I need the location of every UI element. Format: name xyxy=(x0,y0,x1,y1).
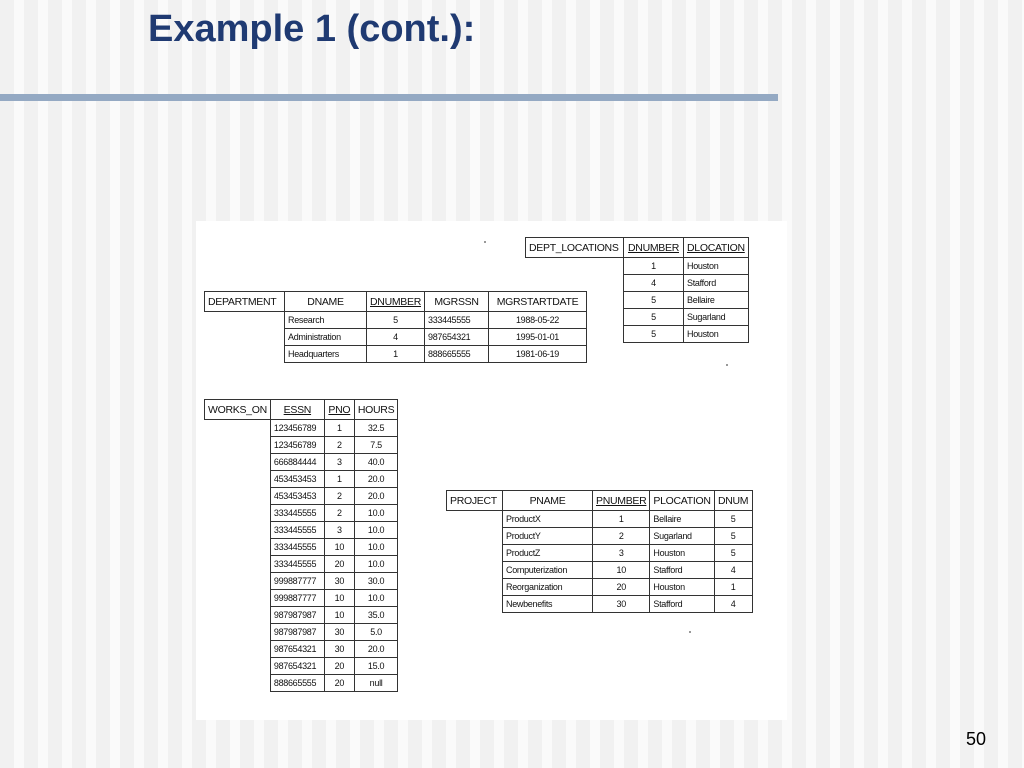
table-cell: 10 xyxy=(593,562,650,579)
table-cell: 987987987 xyxy=(270,624,324,641)
table-cell: 666884444 xyxy=(270,454,324,471)
table-cell: 32.5 xyxy=(354,420,397,437)
table-cell: Bellaire xyxy=(650,511,714,528)
row-spacer xyxy=(526,258,624,275)
table-cell: 333445555 xyxy=(270,539,324,556)
table-cell: 35.0 xyxy=(354,607,397,624)
table-cell: 5 xyxy=(624,326,684,343)
table-row xyxy=(447,528,753,545)
row-spacer xyxy=(205,437,271,454)
table-row xyxy=(526,275,749,292)
row-spacer xyxy=(447,562,503,579)
table-row xyxy=(205,556,398,573)
table-row xyxy=(526,258,749,275)
table-row xyxy=(205,420,398,437)
table-cell: 30 xyxy=(324,641,354,658)
row-spacer xyxy=(447,579,503,596)
table-cell: 123456789 xyxy=(270,437,324,454)
row-spacer xyxy=(205,624,271,641)
row-spacer xyxy=(205,471,271,488)
table-row xyxy=(447,562,753,579)
table-row xyxy=(205,607,398,624)
table-cell: 20 xyxy=(324,658,354,675)
row-spacer xyxy=(447,528,503,545)
table-cell: Houston xyxy=(650,545,714,562)
table-cell: 1 xyxy=(367,346,425,363)
table-cell: 30 xyxy=(324,624,354,641)
column-header: HOURS xyxy=(354,400,397,420)
table-cell: 333445555 xyxy=(270,505,324,522)
table-cell: Headquarters xyxy=(285,346,367,363)
row-spacer xyxy=(447,596,503,613)
table-cell: 20.0 xyxy=(354,641,397,658)
table-cell: 333445555 xyxy=(270,556,324,573)
column-header: ESSN xyxy=(270,400,324,420)
row-spacer xyxy=(205,346,285,363)
table-cell: 2 xyxy=(593,528,650,545)
table-cell: 1981-06-19 xyxy=(489,346,587,363)
column-header: DLOCATION xyxy=(684,238,749,258)
table-row xyxy=(447,596,753,613)
table-cell: 5 xyxy=(714,511,752,528)
table-cell: Stafford xyxy=(650,596,714,613)
table-cell: 333445555 xyxy=(270,522,324,539)
table-cell: 40.0 xyxy=(354,454,397,471)
table-cell: 5 xyxy=(367,312,425,329)
scan-speck xyxy=(726,364,728,366)
row-spacer xyxy=(205,488,271,505)
table-row xyxy=(205,505,398,522)
table-cell: 10 xyxy=(324,539,354,556)
department-table xyxy=(204,291,587,363)
table-cell: 2 xyxy=(324,505,354,522)
table-cell: 15.0 xyxy=(354,658,397,675)
row-spacer xyxy=(205,556,271,573)
table-cell: 4 xyxy=(714,596,752,613)
table-row xyxy=(205,437,398,454)
table-cell: 888665555 xyxy=(270,675,324,692)
column-header: MGRSTARTDATE xyxy=(489,292,587,312)
row-spacer xyxy=(205,454,271,471)
table-cell: 5 xyxy=(714,528,752,545)
title-divider xyxy=(0,94,778,101)
table-cell: ProductZ xyxy=(503,545,593,562)
table-cell: 3 xyxy=(324,522,354,539)
row-spacer xyxy=(447,511,503,528)
table-cell: 10 xyxy=(324,607,354,624)
table-cell: Administration xyxy=(285,329,367,346)
table-cell: 7.5 xyxy=(354,437,397,454)
table-cell: 888665555 xyxy=(425,346,489,363)
table-row xyxy=(447,545,753,562)
row-spacer xyxy=(205,522,271,539)
row-spacer xyxy=(205,573,271,590)
table-cell: Houston xyxy=(650,579,714,596)
slide-title: Example 1 (cont.): xyxy=(148,8,476,50)
table-row xyxy=(205,573,398,590)
table-cell: 1988-05-22 xyxy=(489,312,587,329)
table-cell: Computerization xyxy=(503,562,593,579)
table-cell: 333445555 xyxy=(425,312,489,329)
row-spacer xyxy=(205,539,271,556)
row-spacer xyxy=(205,420,271,437)
row-spacer xyxy=(447,545,503,562)
table-cell: 20.0 xyxy=(354,488,397,505)
table-cell: 4 xyxy=(714,562,752,579)
column-header: DNUMBER xyxy=(624,238,684,258)
table-cell: 20 xyxy=(593,579,650,596)
table-cell: 5 xyxy=(714,545,752,562)
table-cell: 10.0 xyxy=(354,522,397,539)
column-header: PNAME xyxy=(503,491,593,511)
table-row xyxy=(205,624,398,641)
table-cell: 5 xyxy=(624,309,684,326)
table-cell: 1 xyxy=(593,511,650,528)
table-cell: 5 xyxy=(624,292,684,309)
row-spacer xyxy=(205,590,271,607)
table-cell: 987654321 xyxy=(270,641,324,658)
table-cell: 1995-01-01 xyxy=(489,329,587,346)
table-row xyxy=(205,590,398,607)
table-cell: Houston xyxy=(684,258,749,275)
table-cell: 10.0 xyxy=(354,505,397,522)
table-cell: 453453453 xyxy=(270,471,324,488)
table-cell: 3 xyxy=(593,545,650,562)
table-cell: 2 xyxy=(324,488,354,505)
table-cell: Bellaire xyxy=(684,292,749,309)
table-cell: 10.0 xyxy=(354,556,397,573)
works-on-table xyxy=(204,399,398,692)
table-row xyxy=(205,312,587,329)
column-header: MGRSSN xyxy=(425,292,489,312)
table-row xyxy=(205,488,398,505)
table-cell: Stafford xyxy=(650,562,714,579)
table-row xyxy=(205,346,587,363)
table-cell: 4 xyxy=(367,329,425,346)
row-spacer xyxy=(205,607,271,624)
scan-speck xyxy=(689,631,691,633)
table-cell: Newbenefits xyxy=(503,596,593,613)
table-cell: 30 xyxy=(324,573,354,590)
table-cell: 10 xyxy=(324,590,354,607)
column-header: PNUMBER xyxy=(593,491,650,511)
column-header: DNUMBER xyxy=(367,292,425,312)
row-spacer xyxy=(526,275,624,292)
table-cell: 987654321 xyxy=(270,658,324,675)
row-spacer xyxy=(205,675,271,692)
relation-name: DEPT_LOCATIONS xyxy=(526,238,624,258)
row-spacer xyxy=(205,329,285,346)
table-cell: 10.0 xyxy=(354,539,397,556)
table-cell: 20.0 xyxy=(354,471,397,488)
scan-speck xyxy=(484,241,486,243)
table-row xyxy=(205,539,398,556)
table-cell: 1 xyxy=(624,258,684,275)
table-row xyxy=(205,658,398,675)
table-cell: 10.0 xyxy=(354,590,397,607)
row-spacer xyxy=(205,312,285,329)
row-spacer xyxy=(205,505,271,522)
row-spacer xyxy=(205,658,271,675)
table-cell: ProductX xyxy=(503,511,593,528)
table-cell: 4 xyxy=(624,275,684,292)
table-cell: 5.0 xyxy=(354,624,397,641)
table-cell: Stafford xyxy=(684,275,749,292)
column-header: DNAME xyxy=(285,292,367,312)
table-row xyxy=(205,675,398,692)
table-row xyxy=(447,579,753,596)
table-cell: 453453453 xyxy=(270,488,324,505)
relation-name: WORKS_ON xyxy=(205,400,271,420)
table-row xyxy=(205,329,587,346)
page-number: 50 xyxy=(966,729,987,749)
table-cell: 999887777 xyxy=(270,590,324,607)
column-header: PNO xyxy=(324,400,354,420)
table-cell: 3 xyxy=(324,454,354,471)
project-table xyxy=(446,490,753,613)
table-row xyxy=(447,511,753,528)
table-cell: 1 xyxy=(324,471,354,488)
table-cell: Sugarland xyxy=(684,309,749,326)
table-cell: Research xyxy=(285,312,367,329)
table-cell: null xyxy=(354,675,397,692)
table-row xyxy=(205,641,398,658)
table-cell: Reorganization xyxy=(503,579,593,596)
table-cell: Houston xyxy=(684,326,749,343)
table-row xyxy=(205,471,398,488)
table-cell: ProductY xyxy=(503,528,593,545)
table-cell: 1 xyxy=(324,420,354,437)
table-cell: 987987987 xyxy=(270,607,324,624)
table-cell: 999887777 xyxy=(270,573,324,590)
column-header: DNUM xyxy=(714,491,752,511)
column-header: PLOCATION xyxy=(650,491,714,511)
table-row xyxy=(205,454,398,471)
table-cell: 20 xyxy=(324,675,354,692)
relation-name: DEPARTMENT xyxy=(205,292,285,312)
table-cell: 123456789 xyxy=(270,420,324,437)
table-cell: 1 xyxy=(714,579,752,596)
table-cell: 2 xyxy=(324,437,354,454)
table-row xyxy=(205,522,398,539)
table-cell: 20 xyxy=(324,556,354,573)
table-cell: Sugarland xyxy=(650,528,714,545)
table-cell: 30.0 xyxy=(354,573,397,590)
relation-name: PROJECT xyxy=(447,491,503,511)
row-spacer xyxy=(205,641,271,658)
table-cell: 987654321 xyxy=(425,329,489,346)
table-cell: 30 xyxy=(593,596,650,613)
